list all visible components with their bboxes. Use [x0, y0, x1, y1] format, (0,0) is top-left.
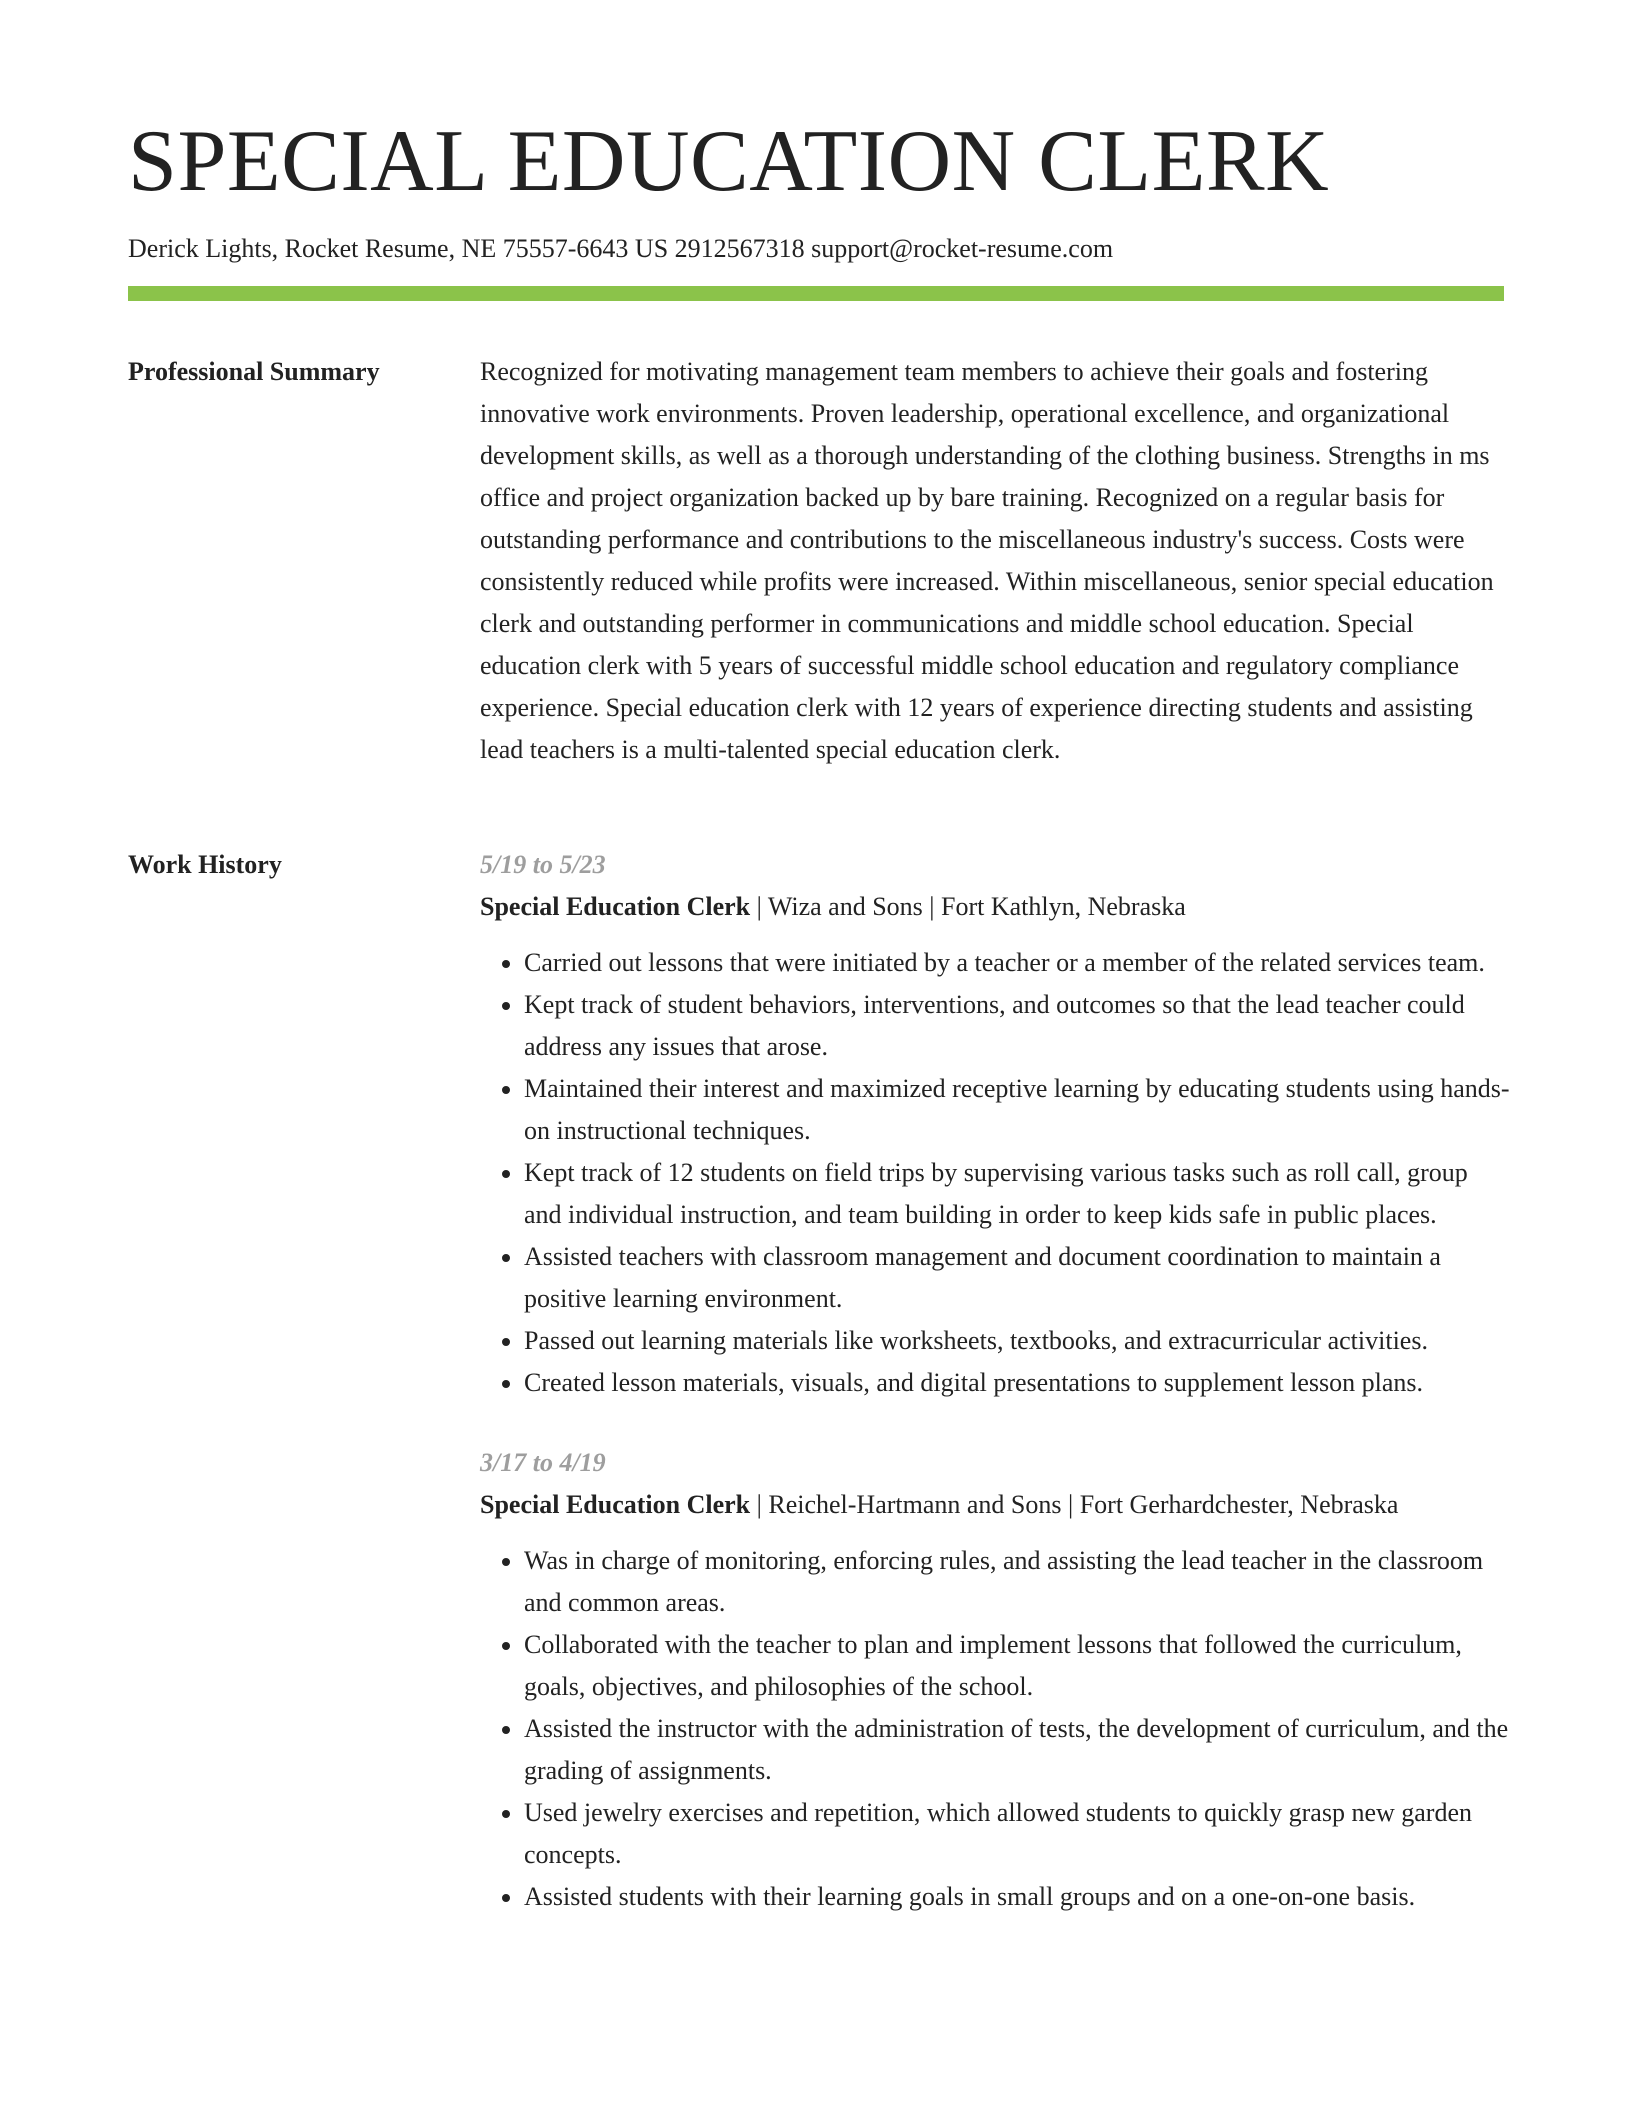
job-bullet: • Collaborated with the teacher to plan and implement lessons that followed the curriculum, goals, objectives, and philosophies of the school.	[524, 1624, 1510, 1708]
job-bullet: • Assisted students with their learning goals in small groups and on a one-on-one basis.	[524, 1876, 1510, 1918]
job-heading	[480, 886, 1510, 928]
job-entry	[480, 844, 1510, 1404]
job-bullets	[480, 1540, 1510, 1918]
job-dates: 3/17 to 4/19	[480, 1448, 606, 1477]
section-label-summary: Professional Summary	[128, 357, 380, 386]
job-entry	[480, 1442, 1510, 1918]
work-history-body	[480, 844, 1510, 1956]
job-heading	[480, 1484, 1510, 1526]
summary-text: Recognized for motivating management team members to achieve their goals and fostering innovative work environments. Proven leadership, operational excellence, and organizational development skills, as well as a thorough understanding of the clothing business. Strengths in ms office and project organization backed up by bare training. Recognized on a regular basis for outstanding performance and contributions to the miscellaneous industry's success. Costs were consistently reduced while profits were increased. Within miscellaneous, senior special education clerk and outstanding performer in communications and middle school education. Special education clerk with 5 years of successful middle school education and regulatory compliance experience. Special education clerk with 12 years of experience directing students and assisting lead teachers is a multi-talented special education clerk.	[480, 357, 1494, 764]
job-details: | Wiza and Sons | Fort Kathlyn, Nebraska	[750, 892, 1186, 921]
job-bullet: • Maintained their interest and maximized receptive learning by educating students using hands-on instructional techniques.	[524, 1068, 1510, 1152]
job-title: Special Education Clerk	[480, 892, 751, 921]
resume-title: SPECIAL EDUCATION CLERK	[128, 113, 1330, 210]
job-bullet: • Kept track of 12 students on field trips by supervising various tasks such as roll call, group and individual instruction, and team building in order to keep kids safe in public places.	[524, 1152, 1510, 1236]
section-label-work-history: Work History	[128, 850, 282, 879]
job-bullet: • Carried out lessons that were initiated by a teacher or a member of the related services team.	[524, 942, 1510, 984]
job-bullet: • Assisted teachers with classroom management and document coordination to maintain a positive learning environment.	[524, 1236, 1510, 1320]
job-bullet: • Kept track of student behaviors, interventions, and outcomes so that the lead teacher could address any issues that arose.	[524, 984, 1510, 1068]
job-bullet: • Assisted the instructor with the administration of tests, the development of curriculum, and the grading of assignments.	[524, 1708, 1510, 1792]
job-details: | Reichel-Hartmann and Sons | Fort Gerhardchester, Nebraska	[750, 1490, 1399, 1519]
job-bullet: • Created lesson materials, visuals, and digital presentations to supplement lesson plans.	[524, 1362, 1510, 1404]
job-dates: 5/19 to 5/23	[480, 850, 606, 879]
accent-divider	[128, 286, 1504, 301]
job-bullets	[480, 942, 1510, 1404]
job-bullet: • Used jewelry exercises and repetition, which allowed students to quickly grasp new garden concepts.	[524, 1792, 1510, 1876]
job-bullet: • Passed out learning materials like worksheets, textbooks, and extracurricular activities.	[524, 1320, 1510, 1362]
summary-body	[480, 351, 1510, 771]
contact-info: Derick Lights, Rocket Resume, NE 75557-6643 US 2912567318 support@rocket-resume.com	[128, 234, 1114, 263]
job-title: Special Education Clerk	[480, 1490, 751, 1519]
job-bullet: • Was in charge of monitoring, enforcing rules, and assisting the lead teacher in the classroom and common areas.	[524, 1540, 1510, 1624]
